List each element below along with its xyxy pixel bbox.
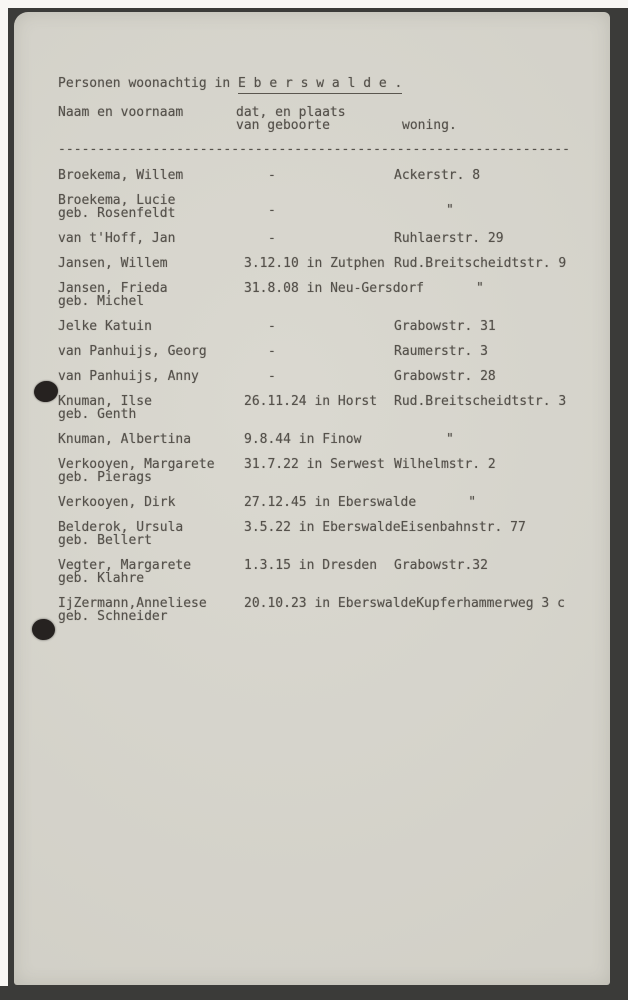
page-title-city: E b e r s w a l d e . [238,76,402,94]
row-name-line1: Jelke Katuin [58,319,152,334]
row-birth: 3.5.22 in Eberswalde [244,520,401,535]
row-residence: Wilhelmstr. 2 [394,457,496,472]
table-row [14,194,610,220]
table-row [14,395,610,421]
row-residence: Grabowstr. 31 [394,319,496,334]
row-name [58,320,244,333]
row-name-line1: van t'Hoff, Jan [58,231,176,246]
rows [14,169,610,635]
column-header-name: Naam en voornaam [58,105,184,120]
row-name-line1: Knuman, Albertina [58,432,192,447]
row-name-line2: geb. Pierags [58,470,152,485]
row-residence: " [468,495,477,510]
row-name-line1: van Panhuijs, Anny [58,369,199,384]
column-header-birth-line2: van geboorte [236,118,330,133]
row-birth: - [268,231,276,246]
row-residence: Ruhlaerstr. 29 [394,231,504,246]
row-name-line2: geb. Genth [58,407,137,422]
row-name-line1: Verkooyen, Margarete [58,457,215,472]
row-name [58,395,244,421]
table-row [14,169,610,182]
row-birth: 26.11.24 in Horst [244,394,378,409]
table-row [14,320,610,333]
row-name-line2: geb. Klahre [58,571,145,586]
row-name [58,597,244,623]
table-row [14,232,610,245]
table-row [14,521,610,547]
row-name-line1: Jansen, Willem [58,256,168,271]
table-row [14,370,610,383]
row-name [58,458,244,484]
row-name [58,345,244,358]
table-row [14,257,610,270]
row-birth: - [268,369,276,384]
row-residence: " [446,203,454,218]
row-residence: Kupferhammerweg 3 c [416,596,565,611]
row-birth: 20.10.23 in Eberswalde [244,596,417,611]
table-row [14,559,610,585]
row-name-line2: geb. Bellert [58,533,152,548]
row-birth: - [268,319,276,334]
row-name-line1: Verkooyen, Dirk [58,495,176,510]
row-name-line1: Jansen, Frieda [58,281,168,296]
row-birth: 9.8.44 in Finow [244,432,362,447]
row-birth: - [268,203,276,218]
row-birth: 1.3.15 in Dresden [244,558,378,573]
row-name-line1: Broekema, Lucie [58,193,176,208]
row-name [58,282,244,308]
row-birth: 3.12.10 in Zutphen [244,256,385,271]
row-residence: Rud.Breitscheidtstr. 9 [394,256,567,271]
page-title-prefix: Personen woonachtig in [58,76,239,91]
row-name [58,169,244,182]
row-name [58,257,244,270]
row-name-line1: Broekema, Willem [58,168,184,183]
row-birth: 31.8.08 in Neu-Gersdorf [244,281,425,296]
dashed-divider: ----------------------------------------------------------------- [58,142,570,157]
table-row [14,458,610,484]
column-header-birth-line1: dat, en plaats [236,105,346,120]
row-residence: Raumerstr. 3 [394,344,488,359]
row-name [58,370,244,383]
table-row [14,433,610,446]
row-name-line2: geb. Schneider [58,609,168,624]
row-name-line1: van Panhuijs, Georg [58,344,207,359]
row-name-line1: IjZermann,Anneliese [58,596,207,611]
page-title [58,77,402,90]
column-header-residence: woning. [402,118,457,133]
row-residence: " [476,281,484,296]
row-residence: Grabowstr.32 [394,558,488,573]
row-name [58,232,244,245]
row-residence: Ackerstr. 8 [394,168,481,183]
row-name [58,496,244,509]
scan-backdrop-corner [0,986,9,1000]
row-name-line2: geb. Rosenfeldt [58,206,176,221]
row-birth: 27.12.45 in Eberswalde [244,495,417,510]
row-name [58,194,244,220]
row-birth: 31.7.22 in Serwest [244,457,385,472]
row-birth: - [268,168,276,183]
table-row [14,496,610,509]
row-residence: Rud.Breitscheidtstr. 3 [394,394,567,409]
row-name [58,433,244,446]
table-row [14,597,610,623]
row-residence: " [446,432,454,447]
row-residence: Grabowstr. 28 [394,369,496,384]
table-row [14,345,610,358]
document-page [14,12,610,985]
row-name [58,559,244,585]
row-name-line1: Belderok, Ursula [58,520,184,535]
table-row [14,282,610,308]
column-header-birth [236,106,346,132]
row-name-line1: Knuman, Ilse [58,394,152,409]
row-birth: - [268,344,276,359]
row-name-line2: geb. Michel [58,294,145,309]
row-residence: Eisenbahnstr. 77 [400,520,526,535]
row-name-line1: Vegter, Margarete [58,558,192,573]
row-name [58,521,244,547]
